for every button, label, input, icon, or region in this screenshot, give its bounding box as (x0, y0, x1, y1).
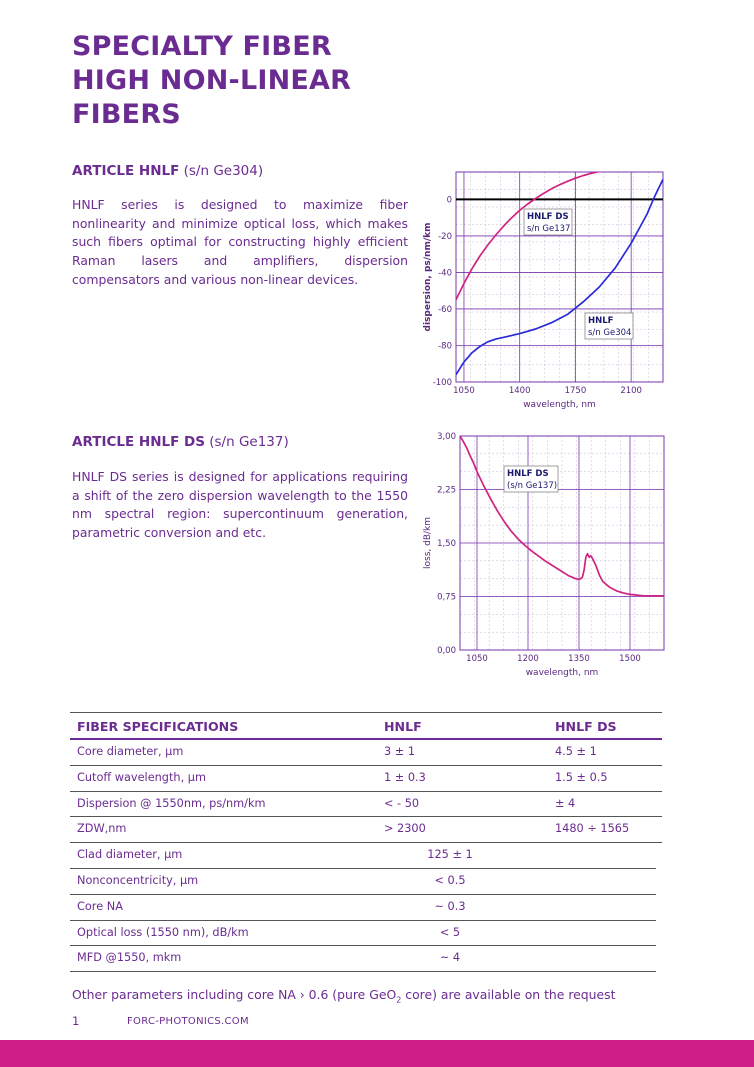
header-hnlf-ds: HNLF DS (555, 719, 617, 734)
footnote-text: Other parameters including core NA › 0.6 (pure GeO (72, 987, 397, 1002)
shared-value-cell: < 0.5 (434, 873, 466, 887)
shared-value-cell: 125 ± 1 (427, 848, 473, 862)
y-tick-label: -20 (438, 231, 452, 242)
article-serial: (s/n Ge304) (183, 163, 264, 179)
series-label-serial: s/n Ge304 (588, 328, 632, 338)
table-row (70, 792, 662, 818)
article-hnlf-heading (72, 163, 263, 179)
hnlf-cell: > 2300 (384, 822, 426, 836)
shared-value-cell: < 5 (439, 925, 461, 939)
table-header (70, 712, 662, 740)
x-tick-label: 1400 (508, 386, 531, 396)
param-cell: Core diameter, µm (77, 745, 184, 758)
article-hnlf-description: HNLF series is designed to maximize fiber nonlinearity and minimize optical loss, which makes such fibers optimal for constructing highly efficient Raman lasers and amplifiers, dispersion compensators and various non-linear devices. (72, 197, 408, 287)
footnote-subscript: 2 (396, 995, 402, 1005)
title-line: SPECIALTY FIBER (72, 31, 332, 62)
y-tick-label: 0 (446, 195, 452, 206)
article-name: ARTICLE HNLF DS (72, 434, 205, 450)
x-tick-label: 1500 (619, 654, 641, 664)
article-serial: (s/n Ge137) (209, 434, 289, 450)
loss-chart (418, 428, 668, 678)
param-cell: Nonconcentricity, µm (77, 873, 199, 887)
shared-value-cell: ~ 0.3 (434, 899, 466, 913)
table-row (70, 843, 656, 869)
y-tick-label: -80 (438, 341, 452, 352)
header-parameter: FIBER SPECIFICATIONS (77, 719, 239, 734)
param-cell: MFD @1550, mkm (77, 951, 182, 965)
series-label-name: HNLF (588, 316, 614, 326)
dispersion-chart (418, 166, 668, 416)
series-line (460, 436, 664, 596)
x-tick-label: 2100 (620, 386, 642, 396)
param-cell: Dispersion @ 1550nm, ps/nm/km (77, 796, 266, 810)
article-hnlf-ds-heading (72, 434, 289, 450)
table-row (70, 740, 662, 766)
series-label-serial: s/n Ge137 (527, 224, 571, 234)
article-name: ARTICLE HNLF (72, 163, 180, 179)
x-axis-label: wavelength, nm (523, 400, 596, 410)
x-tick-label: 1200 (517, 654, 539, 664)
series-label-name: HNLF DS (527, 212, 569, 222)
x-tick-label: 1750 (564, 386, 587, 396)
article-hnlf-ds-description: HNLF DS series is designed for applications requiring a shift of the zero dispersion wavelength to the 1550 nm spectral region: supercontinuum generation, parametric conversion and etc. (72, 469, 408, 541)
y-axis-label: dispersion, ps/nm/km (423, 222, 433, 332)
y-tick-label: -40 (438, 268, 452, 279)
table-row (70, 946, 656, 972)
param-cell: ZDW,nm (77, 822, 127, 836)
hnlf-ds-cell: ± 4 (555, 796, 576, 810)
dispersion-chart-svg (418, 166, 668, 416)
param-cell: Core NA (77, 899, 123, 913)
footnote-text-end: core) are available on the request (401, 987, 616, 1002)
hnlf-ds-cell: 1480 ÷ 1565 (555, 822, 630, 836)
hnlf-cell: 1 ± 0.3 (384, 770, 426, 784)
hnlf-cell: 3 ± 1 (384, 745, 416, 758)
table-row (70, 895, 656, 921)
y-tick-label: 2,25 (437, 485, 456, 496)
y-tick-label: 1,50 (437, 539, 456, 549)
title-line: FIBERS (72, 99, 181, 130)
footnote (72, 987, 615, 1004)
table-row (70, 817, 662, 843)
website-link[interactable]: FORC-PHOTONICS.COM (127, 1016, 249, 1027)
param-cell: Optical loss (1550 nm), dB/km (77, 925, 249, 939)
table-row (70, 766, 662, 792)
y-axis-label: loss, dB/km (423, 516, 433, 570)
series-label-name: HNLF DS (507, 469, 549, 479)
hnlf-ds-cell: 1.5 ± 0.5 (555, 770, 608, 784)
param-cell: Clad diameter, µm (77, 848, 183, 862)
page-number: 1 (72, 1014, 80, 1028)
table-row (70, 921, 656, 947)
x-axis-label: wavelength, nm (525, 668, 599, 678)
footer-bar (0, 1040, 754, 1067)
series-label-serial: (s/n Ge137) (507, 481, 558, 491)
y-tick-label: 0,75 (437, 592, 456, 603)
shared-value-cell: ~ 4 (439, 951, 461, 965)
x-tick-label: 1350 (568, 654, 590, 664)
x-tick-label: 1050 (453, 386, 475, 396)
y-tick-label: 0,00 (437, 646, 456, 656)
header-hnlf: HNLF (384, 719, 422, 734)
y-tick-label: -100 (432, 378, 452, 388)
table-row (70, 869, 656, 895)
param-cell: Cutoff wavelength, µm (77, 770, 206, 784)
x-tick-label: 1050 (466, 654, 488, 664)
hnlf-cell: < - 50 (384, 796, 420, 810)
title-line: HIGH NON-LINEAR (72, 65, 352, 96)
hnlf-ds-cell: 4.5 ± 1 (555, 745, 597, 758)
loss-chart-svg (418, 428, 668, 678)
fiber-specifications-table (70, 712, 662, 972)
y-tick-label: -60 (438, 304, 452, 315)
page-title (72, 30, 472, 132)
y-tick-label: 3,00 (437, 432, 456, 442)
